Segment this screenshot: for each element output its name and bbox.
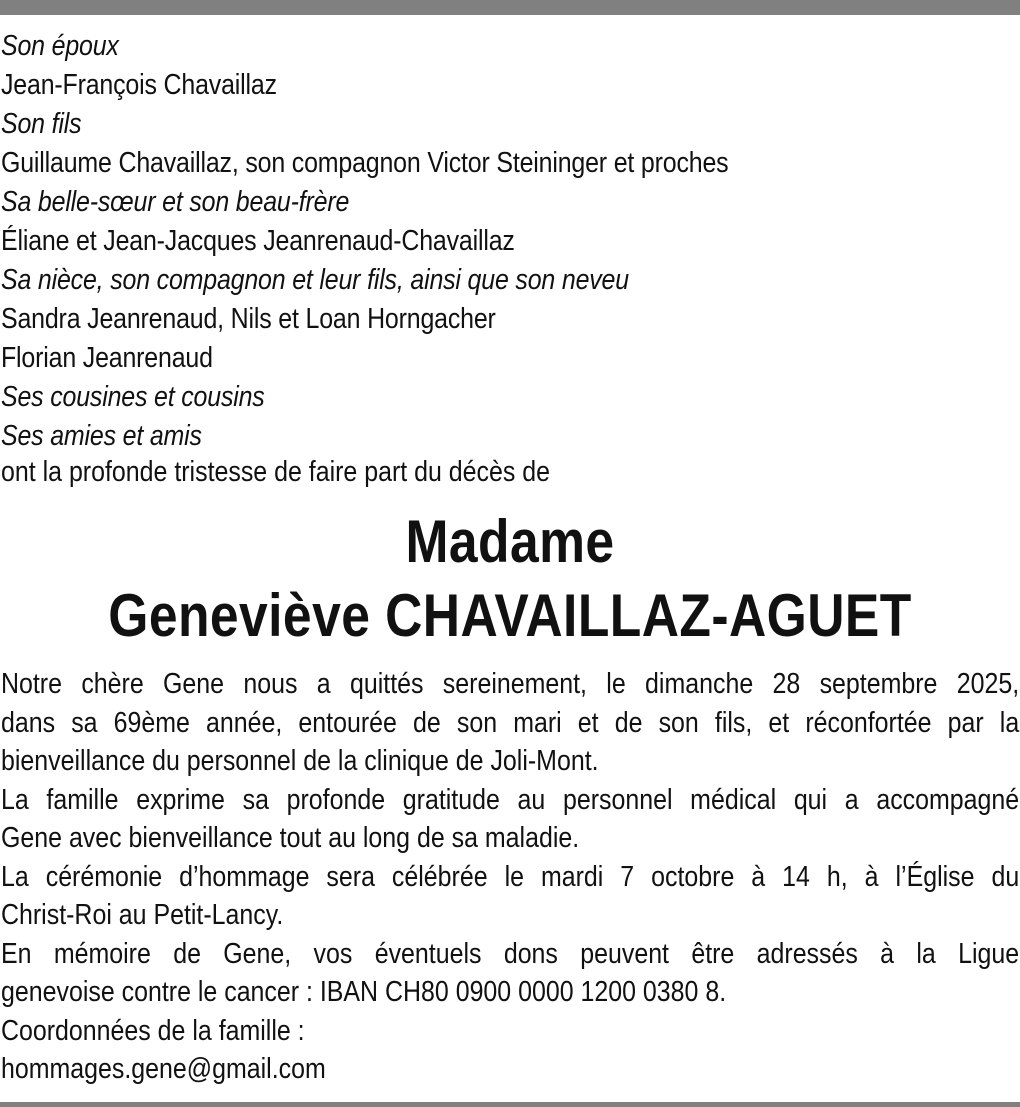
word: profonde — [286, 783, 386, 816]
word: nous — [243, 668, 298, 700]
word: dons — [503, 937, 558, 970]
bottom-rule — [0, 1102, 1020, 1107]
text-line — [1, 704, 1019, 743]
word: du — [991, 860, 1020, 893]
word: la — [916, 937, 936, 970]
word: 69ème — [113, 706, 190, 739]
word: son — [456, 706, 498, 739]
word: sera — [326, 860, 375, 893]
word: sereinement, — [442, 668, 587, 700]
word: mardi — [540, 860, 604, 893]
word: être — [691, 937, 735, 970]
family-member: Éliane et Jean-Jacques Jeanrenaud-Chavaillaz — [1, 225, 515, 257]
word: quittés — [349, 668, 424, 700]
word: gratitude — [402, 783, 500, 816]
word: au — [517, 783, 546, 816]
word: adressés — [756, 937, 858, 970]
word: 28 — [772, 668, 801, 700]
word: 14 — [782, 860, 810, 893]
word: et — [577, 706, 599, 739]
announcement-intro: ont la profonde tristesse de faire part du décès de — [1, 456, 551, 488]
word: accompagné — [876, 783, 1020, 816]
word: son — [658, 706, 699, 739]
text-line: Gene avec bienveillance tout au long de sa maladie. — [1, 822, 580, 854]
word: La — [1, 783, 29, 816]
word: entourée — [298, 706, 397, 739]
word: célébrée — [391, 860, 488, 893]
word: septembre — [819, 668, 938, 700]
word: personnel — [562, 783, 673, 816]
family-member: Sandra Jeanrenaud, Nils et Loan Horngacher — [1, 303, 496, 335]
word: et — [768, 706, 790, 739]
word: sa — [71, 706, 98, 739]
word: sa — [242, 783, 269, 816]
passing-paragraph — [1, 665, 1020, 781]
word: le — [606, 668, 626, 700]
word: fils, — [714, 706, 753, 739]
text-line — [1, 935, 1019, 974]
word: famille — [46, 783, 119, 816]
word: Gene — [163, 668, 225, 700]
word: vos — [313, 937, 353, 970]
word: a — [316, 668, 331, 700]
word: Gene, — [223, 937, 292, 970]
contact-label: Coordonnées de la famille : — [1, 1014, 305, 1047]
word: à — [880, 937, 895, 970]
family-role: Son époux — [1, 30, 119, 62]
text-line: genevoise contre le cancer : IBAN CH80 0900 0000 1200 0380 8. — [1, 976, 727, 1008]
word: a — [844, 783, 859, 816]
word: 7 — [620, 860, 635, 893]
gratitude-paragraph — [1, 781, 1020, 858]
text-line — [1, 781, 1019, 820]
deceased-name: Geneviève CHAVAILLAZ-AGUET — [108, 582, 912, 649]
word: le — [504, 860, 524, 893]
family-role: Ses cousines et cousins — [1, 381, 265, 413]
word: peuvent — [580, 937, 669, 970]
donation-paragraph — [1, 935, 1020, 1012]
word: exprime — [136, 783, 225, 816]
word: dans — [1, 706, 56, 739]
word: médical — [690, 783, 777, 816]
family-list — [1, 27, 1016, 456]
word: h, — [826, 860, 848, 893]
word: dimanche — [645, 668, 754, 700]
word: par — [947, 706, 984, 739]
family-member: Jean-François Chavaillaz — [1, 69, 277, 101]
word: qui — [793, 783, 828, 816]
text-line: Christ-Roi au Petit-Lancy. — [1, 899, 284, 931]
word: de — [614, 706, 643, 739]
deceased-name-block — [0, 505, 1020, 653]
word: Ligue — [958, 937, 1020, 970]
word: En — [1, 937, 32, 970]
word: cérémonie — [45, 860, 163, 893]
text-line — [1, 858, 1019, 897]
word: éventuels — [374, 937, 482, 970]
word: de — [413, 706, 441, 739]
word: de — [173, 937, 201, 970]
deceased-title: Madame — [405, 508, 615, 575]
contact-email-link[interactable]: hommages.gene@gmail.com — [1, 1053, 326, 1085]
family-member: Guillaume Chavaillaz, son compagnon Victor Steininger et proches — [1, 147, 729, 179]
text-line: bienveillance du personnel de la clinique de Joli-Mont. — [1, 745, 599, 777]
family-role: Ses amies et amis — [1, 420, 202, 452]
family-role: Sa belle-sœur et son beau-frère — [1, 186, 350, 218]
obituary-body — [1, 665, 1020, 1089]
word: l’Église — [895, 860, 975, 893]
word: d’hommage — [179, 860, 310, 893]
word: Notre — [1, 668, 62, 700]
word: à — [751, 860, 766, 893]
ceremony-paragraph — [1, 858, 1020, 935]
word: 2025, — [956, 668, 1020, 700]
family-member: Florian Jeanrenaud — [1, 342, 213, 374]
word: la — [999, 706, 1020, 739]
word: à — [864, 860, 879, 893]
word: mémoire — [53, 937, 151, 970]
family-role: Sa nièce, son compagnon et leur fils, ainsi que son neveu — [1, 264, 629, 296]
word: mari — [513, 706, 562, 739]
text-line — [1, 665, 1019, 704]
word: année, — [206, 706, 283, 739]
word: octobre — [651, 860, 735, 893]
word: La — [1, 860, 29, 893]
family-role: Son fils — [1, 108, 82, 140]
top-rule — [0, 0, 1020, 15]
word: chère — [81, 668, 144, 700]
word: réconfortée — [805, 706, 932, 739]
